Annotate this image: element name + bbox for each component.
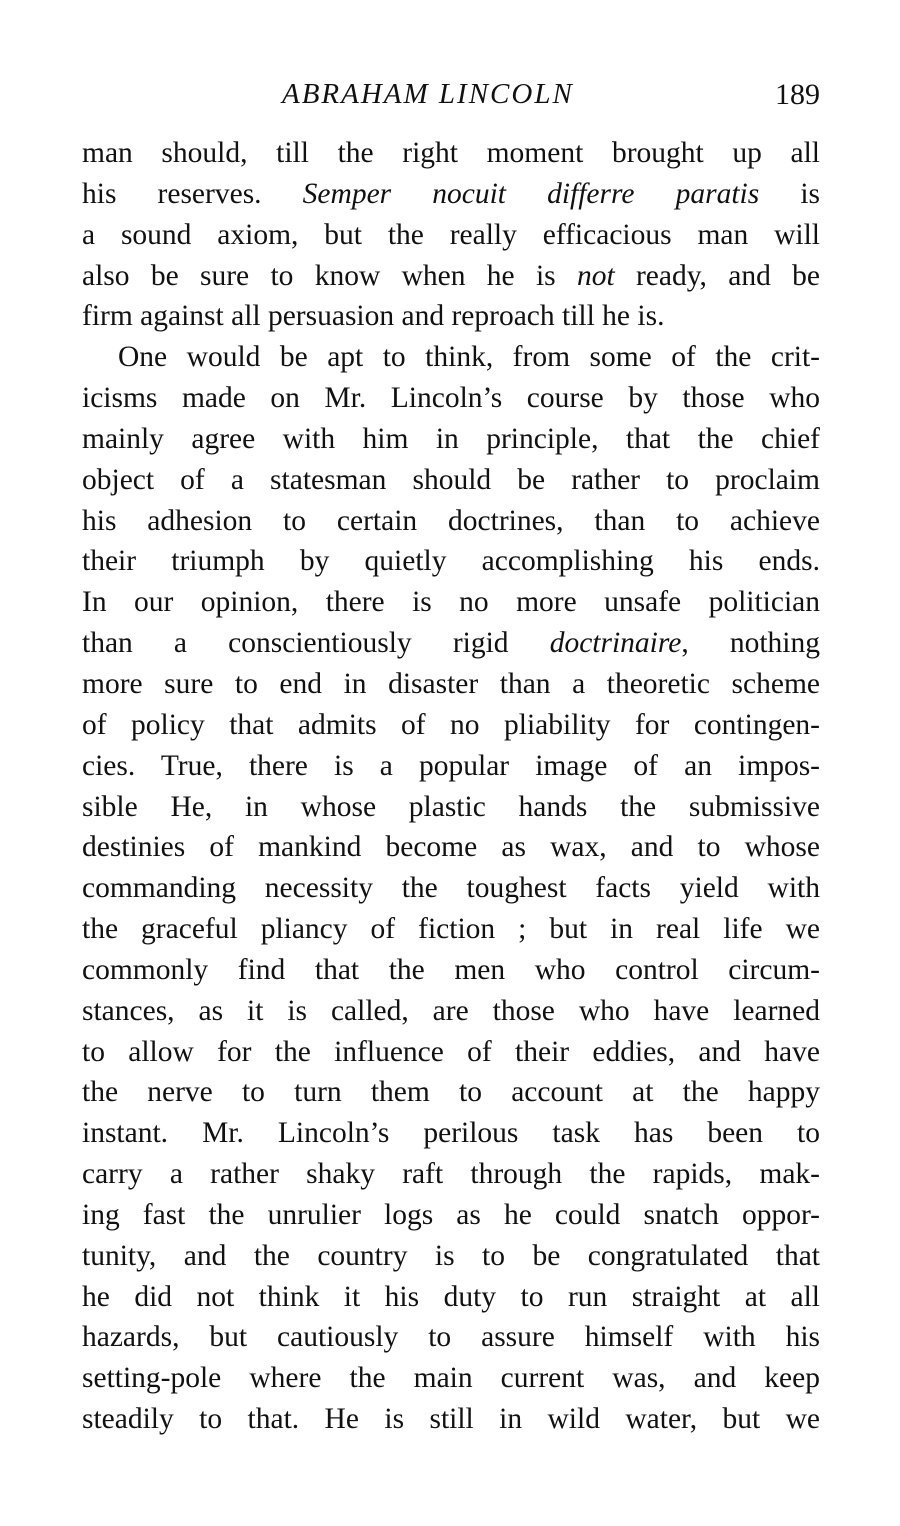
text-segment: a sound axiom, but the really efficacious man will (82, 218, 820, 251)
text-line (82, 419, 820, 460)
text-line (82, 1195, 820, 1236)
text-line (82, 460, 820, 501)
text-line (82, 664, 820, 705)
text-segment: his adhesion to certain doctrines, than to achieve (82, 504, 820, 537)
text-segment: commanding necessity the toughest facts yield with (82, 872, 820, 905)
text-segment: setting-pole where the main current was, and keep (82, 1362, 820, 1395)
text-line (82, 1358, 820, 1399)
text-line (82, 950, 820, 991)
text-segment: commonly find that the men who control circum- (82, 953, 820, 986)
text-segment: steadily to that. He is still in wild water, but we (82, 1403, 820, 1436)
text-segment: destinies of mankind become as wax, and to whose (82, 831, 820, 864)
text-segment: is (759, 177, 820, 210)
text-segment: , nothing (681, 627, 820, 660)
text-line (82, 1277, 820, 1318)
text-line (82, 174, 820, 215)
text-segment: icisms made on Mr. Lincoln’s course by those who (82, 382, 820, 415)
running-title: ABRAHAM LINCOLN (282, 78, 574, 110)
text-line (82, 746, 820, 787)
text-segment: stances, as it is called, are those who have learned (82, 994, 820, 1027)
text-line (82, 623, 820, 664)
text-segment: man should, till the right moment brought up all (82, 137, 820, 169)
text-line (82, 909, 820, 950)
text-line (82, 1032, 820, 1073)
page-number: 189 (775, 78, 820, 111)
text-segment: his reserves. (82, 177, 303, 210)
text-segment: object of a statesman should be rather to proclaim (82, 463, 820, 496)
text-segment: more sure to end in disaster than a theoretic scheme (82, 667, 820, 700)
text-line (82, 1317, 820, 1358)
text-segment: hazards, but cautiously to assure himself with his (82, 1321, 820, 1354)
text-line (82, 1113, 820, 1154)
text-line (82, 501, 820, 542)
text-line (82, 541, 820, 582)
text-segment: he did not think it his duty to run straight at all (82, 1280, 820, 1313)
text-segment: of policy that admits of no pliability for contingen- (82, 708, 820, 741)
text-segment: ing fast the unrulier logs as he could snatch oppor- (82, 1198, 820, 1231)
text-segment: In our opinion, there is no more unsafe politician (82, 586, 820, 619)
text-line (82, 1154, 820, 1195)
italic-text: doctrinaire (549, 627, 682, 660)
text-line (82, 1072, 820, 1113)
text-line (82, 705, 820, 746)
text-line (82, 296, 820, 337)
text-line (82, 991, 820, 1032)
text-segment: to allow for the influence of their eddies, and have (82, 1035, 820, 1068)
text-line (82, 256, 820, 297)
text-segment: sible He, in whose plastic hands the submissive (82, 790, 820, 823)
text-segment: their triumph by quietly accomplishing his ends. (82, 545, 820, 578)
text-segment: carry a rather shaky raft through the rapids, mak- (82, 1158, 820, 1191)
text-line (82, 787, 820, 828)
text-line (82, 215, 820, 256)
text-line (82, 133, 820, 174)
body-text (82, 133, 820, 1440)
italic-text: Semper nocuit differre paratis (302, 177, 760, 210)
text-segment: cies. True, there is a popular image of an impos- (82, 749, 820, 782)
text-line (82, 582, 820, 623)
text-segment: also be sure to know when he is (82, 259, 577, 292)
text-line (82, 868, 820, 909)
text-segment: instant. Mr. Lincoln’s perilous task has been to (82, 1117, 820, 1150)
text-segment: than a conscientiously rigid (82, 627, 550, 660)
text-segment: One would be apt to think, from some of the crit- (118, 341, 820, 374)
italic-text: not (576, 259, 615, 292)
text-segment: the graceful pliancy of fiction ; but in real life we (82, 913, 820, 946)
text-segment: tunity, and the country is to be congratulated that (82, 1239, 820, 1272)
text-segment: ready, and be (614, 259, 820, 292)
text-segment: mainly agree with him in principle, that the chief (82, 422, 820, 455)
text-line (82, 337, 820, 378)
running-head (82, 78, 820, 118)
text-segment: firm against all persuasion and reproach till he is. (82, 300, 665, 333)
text-line (82, 1399, 820, 1440)
text-line (82, 1236, 820, 1277)
text-line (82, 378, 820, 419)
text-segment: the nerve to turn them to account at the happy (82, 1076, 820, 1109)
text-line (82, 827, 820, 868)
